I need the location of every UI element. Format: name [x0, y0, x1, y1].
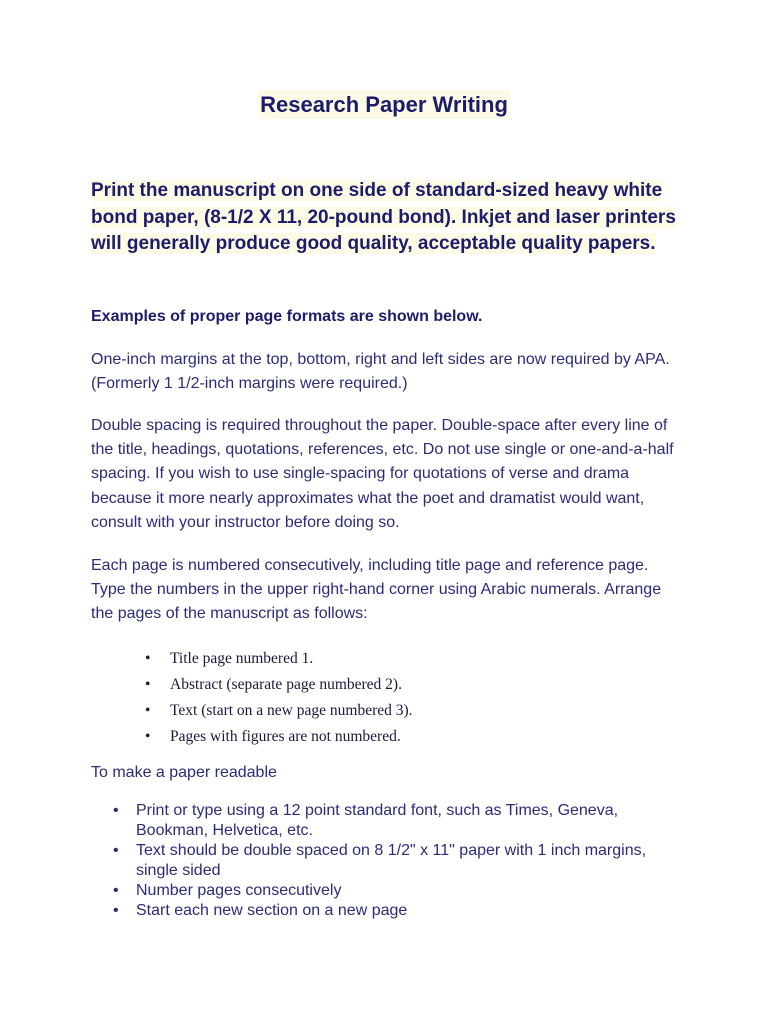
- numbering-paragraph: Each page is numbered consecutively, including title page and reference page. Type the numbers in the upper right-hand corner using Arabic numerals. Arrange the pages of the manuscript as follows:: [91, 557, 662, 623]
- list-item: • Abstract (separate page numbered 2).: [145, 674, 413, 700]
- section-subheading: Examples of proper page formats are shown below.: [91, 308, 483, 325]
- list-item: • Start each new section on a new page: [113, 901, 673, 921]
- list-item: • Title page numbered 1.: [145, 648, 413, 674]
- list-item: • Pages with figures are not numbered.: [145, 726, 413, 752]
- spacing-paragraph: Double spacing is required throughout the paper. Double-space after every line of the title, headings, quotations, references, etc. Do not use single or one-and-a-half spacing. If you wish to use single-spacing for quotations of verse and drama because it more nearly approximates what the poet and dramatist would want, consult with your instructor before doing so.: [91, 417, 674, 531]
- lead-paragraph: [91, 178, 691, 258]
- list-item: • Text should be double spaced on 8 1/2" x 11" paper with 1 inch margins, single sided: [113, 841, 673, 881]
- margins-paragraph: One-inch margins at the top, bottom, right and left sides are now required by APA. (Formerly 1 1/2-inch margins were required.): [91, 351, 670, 393]
- list-item: • Number pages consecutively: [113, 881, 673, 901]
- document-title-text: Research Paper Writing: [260, 92, 508, 117]
- document-title: [0, 92, 768, 118]
- list-item: • Text (start on a new page numbered 3).: [145, 700, 413, 726]
- list-item: • Print or type using a 12 point standard font, such as Times, Geneva, Bookman, Helvetica, etc.: [113, 801, 673, 841]
- readable-list: [113, 801, 673, 921]
- lead-paragraph-text: Print the manuscript on one side of standard-sized heavy white bond paper, (8-1/2 X 11, 20-pound bond). Inkjet and laser printers will generally produce good quality, acceptable quality papers.: [91, 180, 676, 254]
- readable-intro: To make a paper readable: [91, 764, 277, 781]
- page-order-list: [145, 648, 413, 752]
